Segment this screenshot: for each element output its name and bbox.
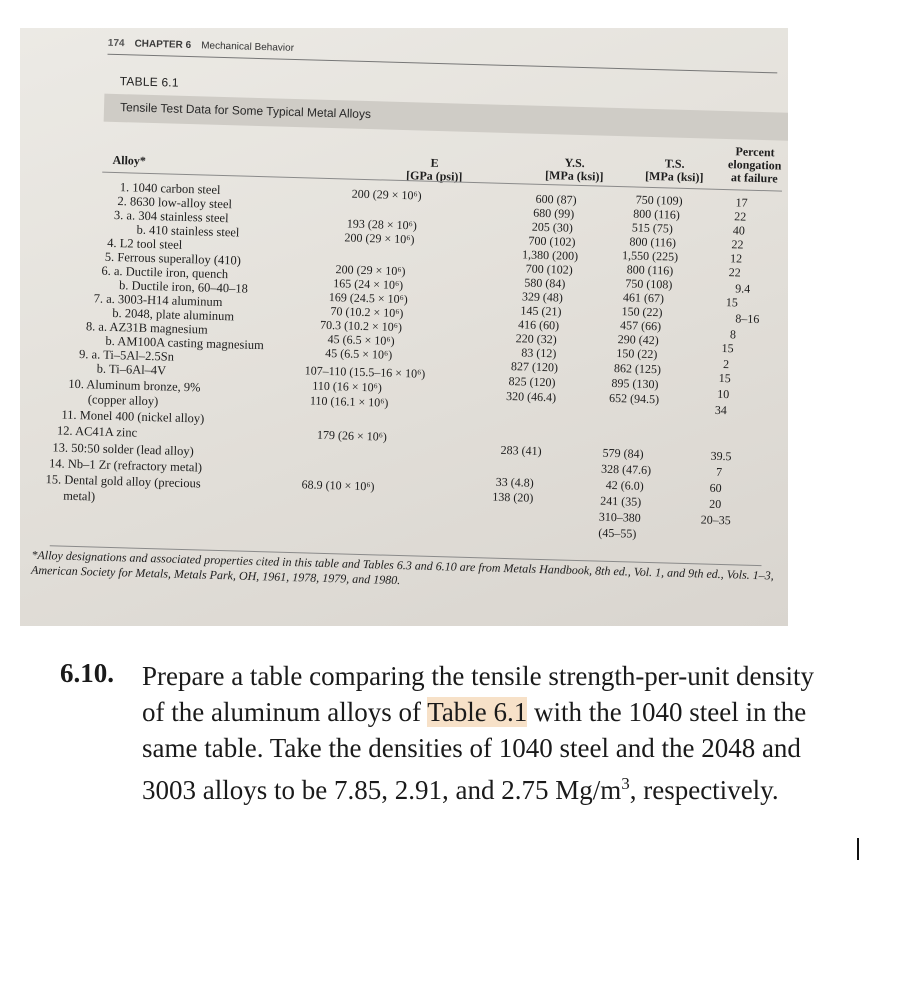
alloy-cell: b. AM100A casting magnesium [105,333,264,353]
alloy-cell: 8. a. AZ31B magnesium [85,319,208,337]
header-modulus-name: E [430,155,439,171]
yield-strength-cell: 700 (102) [528,233,576,249]
tensile-strength-cell: 457 (66) [619,318,662,334]
elongation-cell: 34 [714,402,728,418]
elongation-cell: 10 [717,386,730,402]
chapter-title: Mechanical Behavior [201,40,295,54]
table-label: TABLE 6.1 [119,74,179,90]
header-el-line-2: elongation [727,157,782,173]
alloy-cell: 2. 8630 low-alloy steel [117,194,233,212]
density-unit-exponent: 3 [621,774,630,793]
tensile-strength-cell: 1,550 (225) [621,248,679,264]
header-tensile-strength [624,156,725,185]
yield-strength-cell: 416 (60) [517,317,560,333]
yield-strength-cell: 825 (120) [508,374,556,390]
header-el-line-3: at failure [730,170,778,186]
tensile-strength-cell: 652 (94.5) [608,390,660,407]
alloy-cell: 14. Nb–1 Zr (refractory metal) [48,456,203,475]
elongation-cell: 7 [715,464,723,480]
modulus-cell: 179 (26 × 10⁶) [316,427,388,444]
tensile-strength-cell: 241 (35) [600,493,642,509]
elongation-cell: 22 [728,265,741,280]
modulus-cell: 70 (10.2 × 10⁶) [330,304,404,321]
tensile-strength-cell: 290 (42) [617,332,659,348]
tensile-strength-cell: 515 (75) [631,220,674,236]
modulus-cell: 107–110 (15.5–16 × 10⁶) [304,363,426,381]
tensile-strength-cell: 579 (84) [602,445,644,461]
modulus-cell: 45 (6.5 × 10⁶) [325,345,393,362]
elongation-cell: 2 [722,357,730,372]
alloy-cell: 10. Aluminum bronze, 9% [68,376,201,395]
elongation-cell: 22 [734,209,747,224]
alloy-cell: 6. a. Ductile iron, quench [101,263,229,282]
elongation-cell: 8 [729,327,737,342]
tensile-strength-cell: 150 (22) [621,304,663,320]
yield-strength-cell: 283 (41) [500,442,542,458]
header-elongation [714,145,788,186]
yield-strength-cell: 220 (32) [515,331,557,347]
alloy-cell: (copper alloy) [87,392,159,409]
elongation-cell: 15 [721,340,734,356]
modulus-cell: 45 (6.5 × 10⁶) [327,331,395,348]
modulus-cell: 110 (16 × 10⁶) [312,378,383,395]
problem-text [142,658,832,808]
alloy-cell: 3. a. 304 stainless steel [113,207,229,226]
tensile-strength-cell: (45–55) [598,525,637,541]
tensile-strength-cell: 800 (116) [629,234,677,250]
header-rule [108,54,778,74]
textbook-page [20,28,788,626]
yield-strength-cell: 580 (84) [524,275,566,291]
modulus-cell: 68.9 (10 × 10⁶) [301,477,375,494]
modulus-cell: 193 (28 × 10⁶) [346,216,418,233]
modulus-cell: 200 (29 × 10⁶) [344,230,415,247]
problem-text-part: , respectively. [629,775,779,805]
alloy-cell: 7. a. 3003-H14 aluminum [93,291,223,310]
table-reference-link[interactable]: Table 6.1 [427,697,528,727]
tensile-strength-cell: 750 (109) [635,192,683,208]
modulus-cell: 200 (29 × 10⁶) [351,186,422,203]
yield-strength-cell: 827 (120) [510,359,559,375]
yield-strength-cell: 205 (30) [531,219,574,235]
alloy-cell: b. Ti–6Al–4V [96,361,167,378]
header-el-line-1: Percent [735,144,775,160]
elongation-cell: 22 [731,237,744,252]
elongation-cell: 9.4 [735,281,751,296]
table-caption: Tensile Test Data for Some Typical Metal Alloys [104,94,788,141]
elongation-cell: 40 [732,223,746,238]
alloy-cell: 11. Monel 400 (nickel alloy) [61,407,205,426]
problem-number: 6.10. [60,658,114,688]
alloy-cell: b. Ductile iron, 60–40–18 [118,278,249,296]
modulus-cell: 110 (16.1 × 10⁶) [309,393,389,410]
modulus-cell: 70.3 (10.2 × 10⁶) [319,317,403,335]
running-header [108,38,294,54]
elongation-cell: 20 [709,496,722,512]
chapter-label: CHAPTER 6 [134,38,192,52]
header-ys-unit: [MPa (ksi)] [544,167,604,184]
yield-strength-cell: 600 (87) [535,191,577,207]
elongation-cell: 17 [735,195,748,210]
elongation-cell: 15 [718,370,731,386]
problem-text-part: Prepare a table comparing the tensile strength-per-unit density of the aluminum alloys of [142,661,814,727]
tensile-strength-cell: 800 (116) [633,206,681,222]
elongation-cell: 39.5 [710,448,732,464]
tensile-strength-cell: 42 (6.0) [605,477,644,493]
yield-strength-cell: 83 (12) [521,345,557,361]
alloy-cell: 5. Ferrous superalloy (410) [104,249,242,268]
page-number: 174 [107,37,125,50]
modulus-cell: 200 (29 × 10⁶) [335,262,406,279]
textbook-photo [20,28,788,626]
alloy-cell: metal) [62,488,96,504]
alloy-cell: 15. Dental gold alloy (precious [45,472,201,491]
text-cursor [857,838,859,860]
yield-strength-cell: 320 (46.4) [505,388,557,405]
yield-strength-cell: 700 (102) [525,261,573,277]
tensile-strength-cell: 800 (116) [626,262,674,278]
elongation-cell: 20–35 [700,512,731,528]
header-ts-unit: [MPa (ksi)] [644,168,704,185]
yield-strength-cell: 1,380 (200) [521,247,579,263]
tensile-strength-cell: 328 (47.6) [600,461,652,478]
problem-text-part: with the 1040 steel in the same table. Take the densities of 1040 steel and the 2048 and 3003 alloys to be 7.85, 2.91, and 2.75 Mg/m [142,697,807,805]
alloy-cell: b. 2048, plate aluminum [112,305,235,324]
header-alloy: Alloy* [112,152,147,168]
tensile-strength-cell: 750 (108) [625,276,673,292]
header-modulus-unit: [GPa (psi)] [405,168,463,184]
header-yield-strength [524,155,625,184]
table-footnote: *Alloy designations and associated properties cited in this table and Tables 6.3 and 6.10 are from Metals Handbook, 8th ed., Vol. 1, and 9th ed., Vols. 1–3, American Society for Metals, Metals Park, OH, 1961, 1978, 1979, and 1980. [30,547,774,588]
alloy-cell: b. 410 stainless steel [136,222,240,240]
modulus-cell: 165 (24 × 10⁶) [333,276,404,293]
elongation-cell: 15 [725,295,739,310]
tensile-strength-cell: 461 (67) [622,290,665,306]
alloy-cell: 4. L2 tool steel [107,235,183,252]
header-ts-name: T.S. [664,156,685,171]
alloy-cell: 1. 1040 carbon steel [119,180,221,197]
yield-strength-cell: 33 (4.8) [495,474,534,490]
tensile-strength-cell: 310–380 [598,509,641,525]
tensile-strength-cell: 895 (130) [611,375,659,392]
yield-strength-cell: 145 (21) [520,303,562,319]
yield-strength-cell: 329 (48) [521,289,564,305]
elongation-cell: 12 [729,251,743,266]
yield-strength-cell: 680 (99) [533,205,575,221]
tensile-strength-cell: 150 (22) [616,346,658,362]
elongation-cell: 60 [709,480,722,496]
alloy-cell: 12. AC41A zinc [56,423,138,440]
yield-strength-cell: 138 (20) [492,489,534,505]
elongation-cell: 8–16 [735,311,760,327]
header-ys-name: Y.S. [564,155,585,171]
modulus-cell: 169 (24.5 × 10⁶) [328,290,408,307]
alloy-cell: 13. 50:50 solder (lead alloy) [52,440,194,459]
tensile-strength-cell: 862 (125) [613,360,662,377]
alloy-cell: 9. a. Ti–5Al–2.5Sn [78,347,175,364]
